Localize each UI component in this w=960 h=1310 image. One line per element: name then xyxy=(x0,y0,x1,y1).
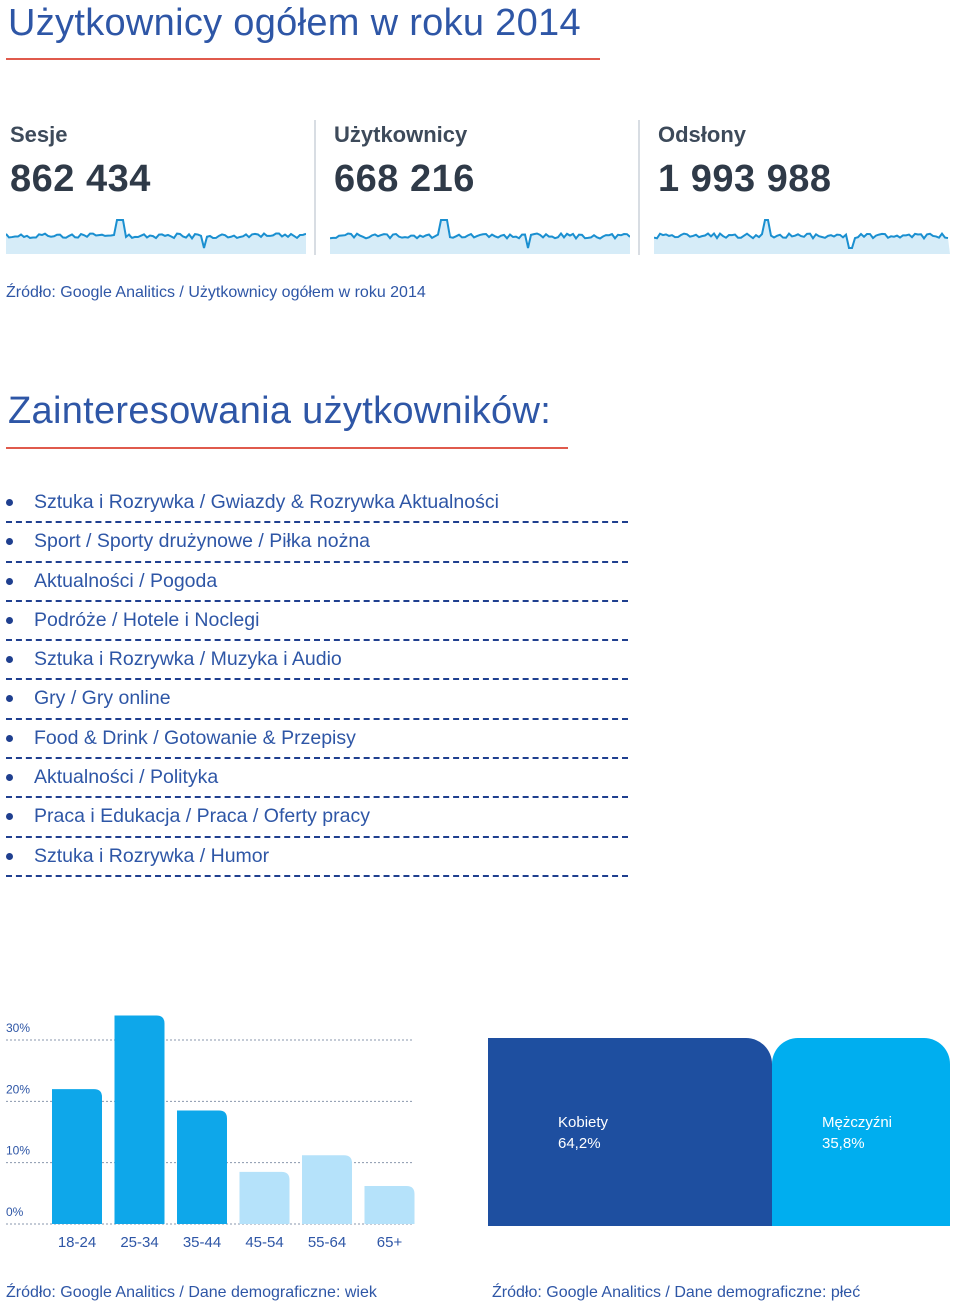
list-item: Praca i Edukacja / Praca / Oferty pracy xyxy=(6,798,628,837)
metric-label: Sesje xyxy=(10,122,68,147)
bullet-icon xyxy=(6,538,13,545)
bar-45-54 xyxy=(240,1172,290,1224)
gender-bar-men xyxy=(772,1038,950,1226)
metric-users xyxy=(330,118,640,258)
metric-value: 1 993 988 xyxy=(658,158,832,200)
source-users: Źródło: Google Analitics / Użytkownicy ogółem w roku 2014 xyxy=(6,284,426,301)
gender-value: 64,2% xyxy=(558,1135,601,1152)
metric-divider xyxy=(314,120,316,255)
metric-value: 668 216 xyxy=(334,158,475,200)
y-tick-label: 0% xyxy=(6,1205,24,1219)
sparkline-pageviews xyxy=(654,214,950,254)
interests-list xyxy=(6,484,628,877)
bullet-icon xyxy=(6,735,13,742)
list-item: Podróże / Hotele i Noclegi xyxy=(6,602,628,641)
title-underline xyxy=(6,447,568,449)
bullet-icon xyxy=(6,853,13,860)
x-tick-label: 18-24 xyxy=(57,1234,97,1251)
sparkline-users xyxy=(330,214,630,254)
list-item: Sztuka i Rozrywka / Muzyka i Audio xyxy=(6,641,628,680)
x-tick-label: 55-64 xyxy=(307,1234,347,1251)
list-item: Sztuka i Rozrywka / Gwiazdy & Rozrywka Aktualności xyxy=(6,484,628,523)
y-tick-label: 10% xyxy=(6,1143,31,1158)
metric-divider xyxy=(638,120,640,255)
bar-25-34 xyxy=(115,1015,165,1224)
gender-value: 35,8% xyxy=(822,1135,865,1152)
bullet-icon xyxy=(6,656,13,663)
metric-value: 862 434 xyxy=(10,158,151,200)
bullet-icon xyxy=(6,774,13,781)
bar-55-64 xyxy=(302,1155,352,1224)
gender-label: Kobiety xyxy=(558,1114,609,1131)
bar-65+ xyxy=(365,1186,415,1224)
bullet-icon xyxy=(6,813,13,820)
metric-label: Użytkownicy xyxy=(334,122,468,147)
source-gender: Źródło: Google Analitics / Dane demograficzne: płeć xyxy=(492,1284,861,1301)
list-item: Gry / Gry online xyxy=(6,680,628,719)
bullet-icon xyxy=(6,695,13,702)
x-tick-label: 25-34 xyxy=(120,1234,159,1251)
x-tick-label: 65+ xyxy=(376,1234,403,1251)
bullet-icon xyxy=(6,578,13,585)
gender-bar-women xyxy=(488,1038,772,1226)
list-item: Food & Drink / Gotowanie & Przepisy xyxy=(6,720,628,759)
y-tick-label: 20% xyxy=(6,1082,31,1097)
list-item: Sport / Sporty drużynowe / Piłka nożna xyxy=(6,523,628,562)
x-tick-label: 45-54 xyxy=(245,1234,284,1251)
age-bar-chart xyxy=(0,1005,430,1260)
x-tick-label: 35-44 xyxy=(182,1234,222,1251)
metric-sessions xyxy=(6,118,316,258)
bullet-icon xyxy=(6,617,13,624)
page-title: Użytkownicy ogółem w roku 2014 xyxy=(8,2,581,44)
metric-pageviews xyxy=(654,118,960,258)
list-item: Aktualności / Polityka xyxy=(6,759,628,798)
metric-label: Odsłony xyxy=(658,122,747,147)
bar-18-24 xyxy=(52,1089,102,1224)
gender-label: Mężczyźni xyxy=(822,1114,893,1131)
source-age: Źródło: Google Analitics / Dane demograficzne: wiek xyxy=(6,1284,377,1301)
bullet-icon xyxy=(6,499,13,506)
bar-35-44 xyxy=(177,1111,227,1224)
interests-title: Zainteresowania użytkowników: xyxy=(8,390,552,432)
y-tick-label: 30% xyxy=(6,1021,31,1035)
list-item: Sztuka i Rozrywka / Humor xyxy=(6,838,628,877)
title-underline xyxy=(6,58,600,60)
sparkline-sessions xyxy=(6,214,306,254)
list-item: Aktualności / Pogoda xyxy=(6,563,628,602)
